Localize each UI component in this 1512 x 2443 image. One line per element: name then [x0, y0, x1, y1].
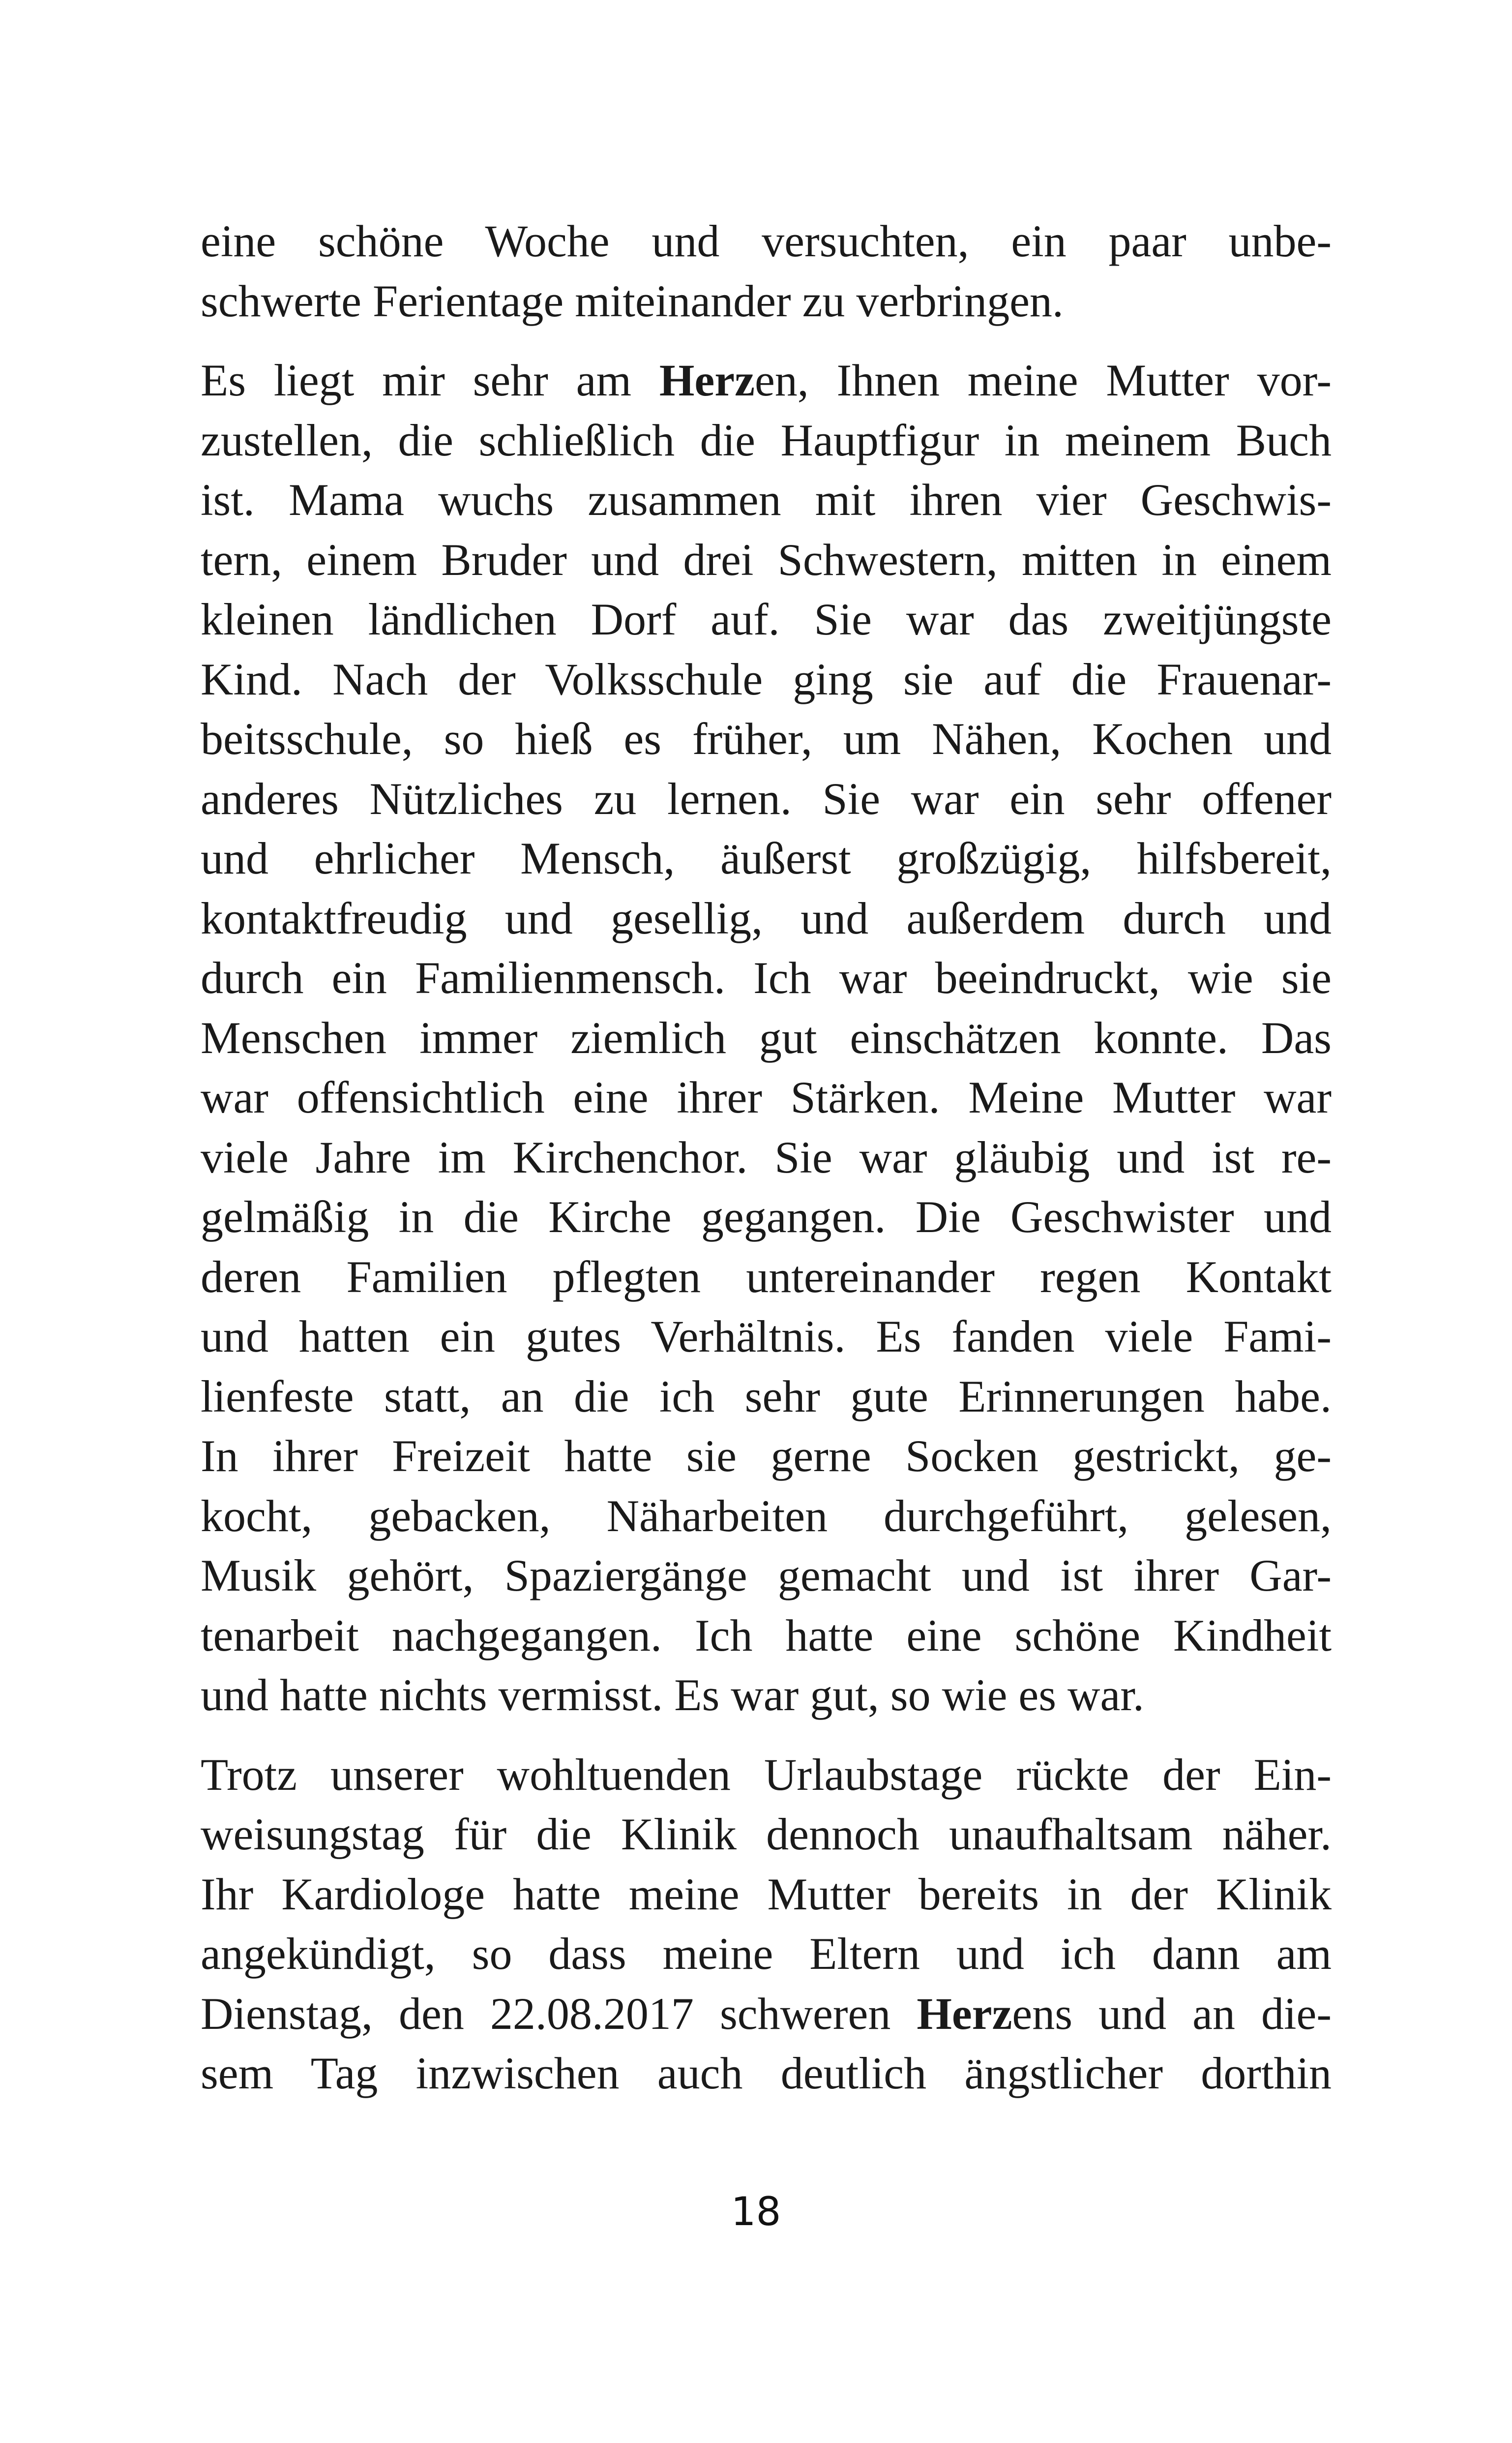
text-line [201, 829, 1332, 889]
text-segment: anderes Nützliches zu lernen. Sie war ein sehr offener [201, 773, 1332, 824]
paragraph [201, 211, 1332, 331]
emphasized-word: Herz [659, 355, 755, 405]
text-line [201, 590, 1332, 650]
text-line [201, 889, 1332, 949]
text-line [201, 1924, 1332, 1984]
text-segment: Dienstag, den 22.08.2017 schweren [201, 1988, 917, 2039]
text-segment: zustellen, die schließlich die Hauptfigur in meinem Buch [201, 415, 1332, 465]
text-segment: deren Familien pflegten untereinander regen Kontakt [201, 1251, 1332, 1302]
text-segment: kontaktfreudig und gesellig, und außerdem durch und [201, 893, 1332, 943]
text-line [201, 271, 1332, 332]
text-segment: Ihr Kardiologe hatte meine Mutter bereits in der Klinik [201, 1869, 1332, 1919]
text-segment: viele Jahre im Kirchenchor. Sie war gläubig und ist re- [201, 1132, 1332, 1182]
text-segment: lienfeste statt, an die ich sehr gute Erinnerungen habe. [201, 1371, 1332, 1421]
text-line [201, 2044, 1332, 2104]
text-segment: angekündigt, so dass meine Eltern und ich dann am [201, 1929, 1332, 1979]
text-line [201, 1307, 1332, 1367]
paragraph [201, 351, 1332, 1725]
text-segment: schwerte Ferientage miteinander zu verbringen. [201, 275, 1064, 326]
text-line [201, 948, 1332, 1008]
text-segment: Musik gehört, Spaziergänge gemacht und ist ihrer Gar- [201, 1550, 1332, 1600]
text-line [201, 470, 1332, 530]
text-line [201, 1486, 1332, 1546]
text-line [201, 1865, 1332, 1925]
text-line [201, 211, 1332, 271]
text-segment: weisungstag für die Klinik dennoch unaufhaltsam näher. [201, 1809, 1332, 1859]
text-segment: und ehrlicher Mensch, äußerst großzügig, hilfsbereit, [201, 833, 1332, 883]
text-segment: durch ein Familienmensch. Ich war beeindruckt, wie sie [201, 953, 1332, 1003]
text-line [201, 1128, 1332, 1188]
text-segment: ens und an die- [1012, 1988, 1332, 2039]
text-segment: kocht, gebacken, Näharbeiten durchgeführt, gelesen, [201, 1490, 1332, 1541]
text-line [201, 1008, 1332, 1068]
text-line [201, 1367, 1332, 1427]
body-text [201, 211, 1332, 2123]
text-line [201, 1805, 1332, 1865]
text-segment: und hatte nichts vermisst. Es war gut, so wie es war. [201, 1670, 1144, 1720]
text-segment: gelmäßig in die Kirche gegangen. Die Geschwister und [201, 1192, 1332, 1242]
text-line [201, 1665, 1332, 1725]
text-segment: sem Tag inzwischen auch deutlich ängstlicher dorthin [201, 2048, 1332, 2098]
text-segment: Kind. Nach der Volksschule ging sie auf die Frauenar- [201, 654, 1332, 704]
text-line [201, 709, 1332, 769]
text-segment: tern, einem Bruder und drei Schwestern, mitten in einem [201, 534, 1332, 585]
text-segment: eine schöne Woche und versuchten, ein paar unbe- [201, 216, 1332, 266]
paragraph [201, 1745, 1332, 2104]
text-line [201, 650, 1332, 710]
text-line [201, 1426, 1332, 1486]
text-line [201, 1187, 1332, 1247]
emphasized-word: Herz [917, 1988, 1012, 2039]
text-segment: tenarbeit nachgegangen. Ich hatte eine schöne Kindheit [201, 1610, 1332, 1660]
text-line [201, 411, 1332, 471]
text-line [201, 769, 1332, 829]
text-segment: ist. Mama wuchs zusammen mit ihren vier Geschwis- [201, 475, 1332, 525]
text-segment: Es liegt mir sehr am [201, 355, 659, 405]
text-line [201, 530, 1332, 590]
text-line [201, 1606, 1332, 1666]
text-line [201, 1068, 1332, 1128]
text-segment: In ihrer Freizeit hatte sie gerne Socken gestrickt, ge- [201, 1431, 1332, 1481]
text-segment: und hatten ein gutes Verhältnis. Es fanden viele Fami- [201, 1311, 1332, 1361]
page-number: 18 [731, 2189, 781, 2234]
text-segment: en, Ihnen meine Mutter vor- [754, 355, 1332, 405]
text-line [201, 1984, 1332, 2044]
text-segment: kleinen ländlichen Dorf auf. Sie war das zweitjüngste [201, 594, 1332, 644]
text-segment: war offensichtlich eine ihrer Stärken. Meine Mutter war [201, 1072, 1332, 1122]
text-segment: beitsschule, so hieß es früher, um Nähen, Kochen und [201, 714, 1332, 764]
text-segment: Trotz unserer wohltuenden Urlaubstage rückte der Ein- [201, 1749, 1332, 1800]
text-segment: Menschen immer ziemlich gut einschätzen konnte. Das [201, 1012, 1332, 1063]
text-line [201, 1745, 1332, 1805]
text-line [201, 1546, 1332, 1606]
text-line [201, 351, 1332, 411]
text-line [201, 1247, 1332, 1307]
